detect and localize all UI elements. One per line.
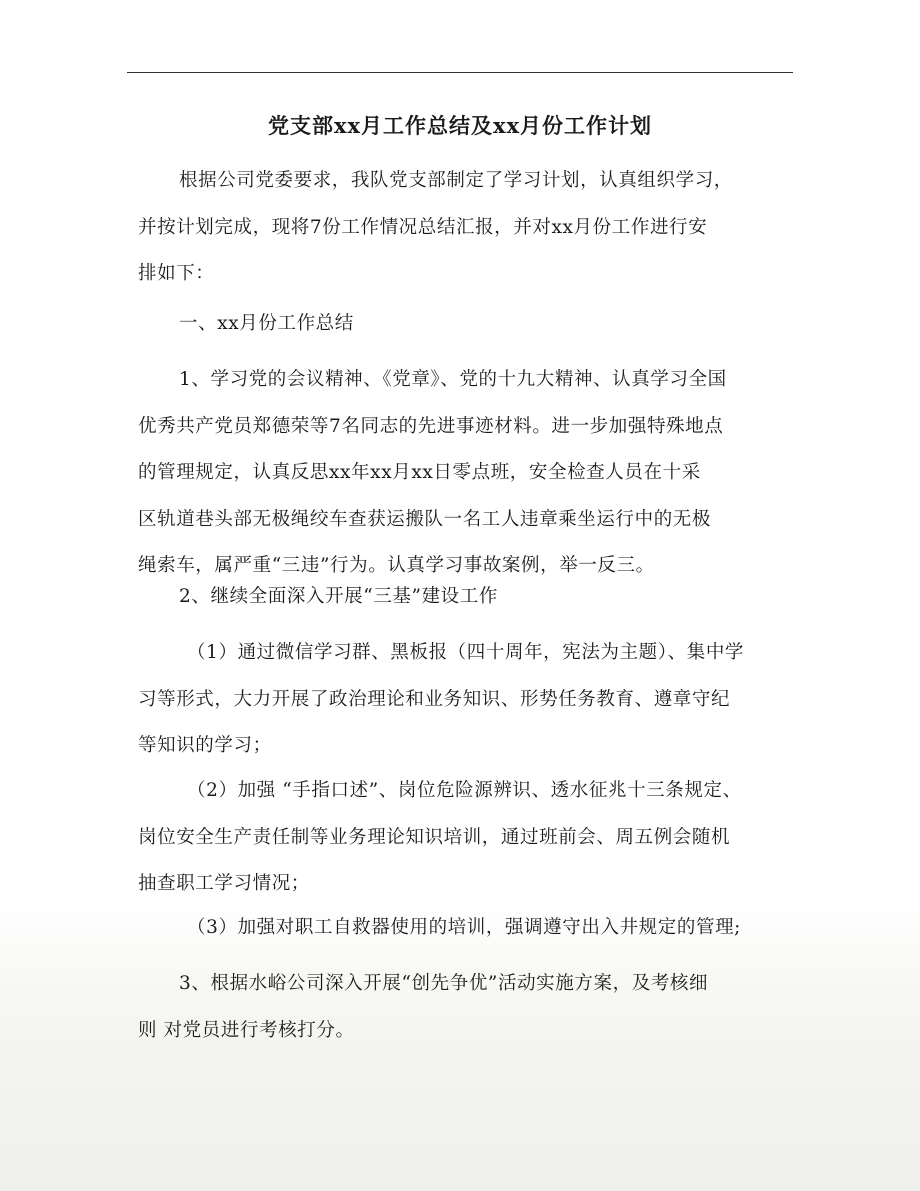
item1-line: 区轨道巷头部无极绳绞车查获运搬队一名工人违章乘坐运行中的无极 xyxy=(138,508,712,530)
sub1-line: 习等形式，大力开展了政治理论和业务知识、形势任务教育、遵章守纪 xyxy=(138,688,731,710)
section1-heading xyxy=(138,301,798,348)
sub1-line: （1）通过微信学习群、黑板报（四十周年，宪法为主题）、集中学 xyxy=(187,642,745,663)
item1-line: 的管理规定，认真反思xx年xx月xx日零点班，安全检查人员在十采 xyxy=(138,462,701,483)
item1-line: 1、学习党的会议精神、《党章》、党的十九大精神、认真学习全国 xyxy=(179,369,727,390)
section-heading-text: 一、xx月份工作总结 xyxy=(179,313,354,334)
intro-line: 并按计划完成，现将7份工作情况总结汇报，并对xx月份工作进行安 xyxy=(138,216,708,238)
sub3-paragraph xyxy=(138,905,798,952)
item1-paragraph xyxy=(138,357,798,590)
item3-line: 则 对党员进行考核打分。 xyxy=(138,1019,355,1041)
item3-paragraph xyxy=(138,961,798,1054)
intro-line: 根据公司党委要求，我队党支部制定了学习计划，认真组织学习， xyxy=(179,170,733,191)
intro-paragraph xyxy=(138,158,798,298)
sub3-line: （3）加强对职工自救器使用的培训，强调遵守出入井规定的管理; xyxy=(187,917,742,938)
intro-line: 排如下： xyxy=(138,263,215,284)
item1-line: 优秀共产党员郑德荣等7名同志的先进事迹材料。进一步加强特殊地点 xyxy=(138,415,724,437)
sub2-line: （2）加强 “手指口述”、岗位危险源辨识、透水征兆十三条规定、 xyxy=(187,780,742,801)
sub1-paragraph xyxy=(138,630,798,770)
header-rule xyxy=(127,72,793,73)
sub2-line: 岗位安全生产责任制等业务理论知识培训，通过班前会、周五例会随机 xyxy=(138,826,731,848)
sub2-paragraph xyxy=(138,768,798,908)
item3-line: 3、根据水峪公司深入开展“创先争优”活动实施方案，及考核细 xyxy=(179,973,709,994)
sub2-line: 抽查职工学习情况； xyxy=(138,873,310,894)
sub1-line: 等知识的学习； xyxy=(138,735,272,756)
document-title: 党支部xx月工作总结及xx月份工作计划 xyxy=(267,113,653,138)
item2-heading xyxy=(138,574,798,621)
item2-text: 2、继续全面深入开展“三基”建设工作 xyxy=(179,586,498,607)
item1-line: 绳索车，属严重“三违”行为。认真学习事故案例，举一反三。 xyxy=(138,555,655,576)
